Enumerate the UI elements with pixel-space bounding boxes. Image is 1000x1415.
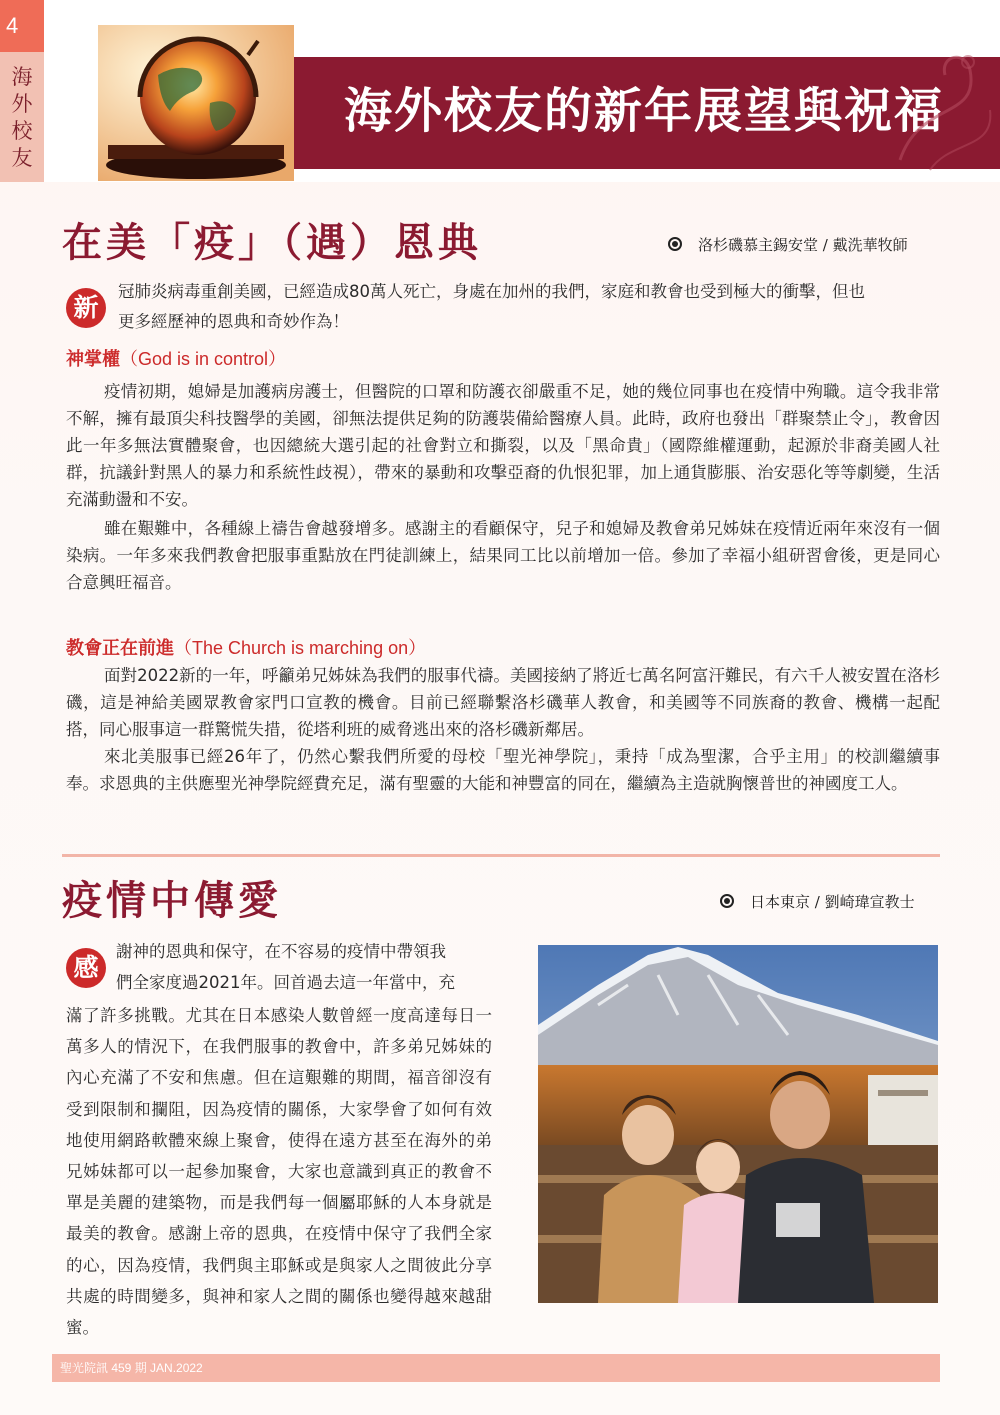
globe-illustration	[98, 25, 294, 181]
article1-paragraph-1: 疫情初期，媳婦是加護病房護士，但醫院的口罩和防護衣卻嚴重不足，她的幾位同事也在疫情中殉職。這令我非常不解，擁有最頂尖科技醫學的美國，卻無法提供足夠的防護裝備給醫療人員。此時，政府也發出「群聚禁止令」，教會因此一年多無法實體聚會，也因總統大選引起的社會對立和撕裂，以及「黑命貴」（國際維權運動，起源於非裔美國人社群，抗議針對黑人的暴力和系統性歧視），帶來的暴動和攻擊亞裔的仇恨犯罪，加上通貨膨脹、治安惡化等等劇變，生活充滿動盪和不安。	[66, 382, 940, 509]
article1-title: 在美「疫」（遇）恩典	[62, 220, 482, 266]
decorative-swirl-icon	[880, 40, 1000, 180]
section-divider	[62, 854, 940, 857]
article1-byline	[668, 234, 908, 255]
article1-paragraph-2: 雖在艱難中，各種線上禱告會越發增多。感謝主的看顧保守，兒子和媳婦及教會弟兄姊妹在疫情近兩年來沒有一個染病。一年多來我們教會把服事重點放在門徒訓練上，結果同工比以前增加一倍。參加了幸福小組研習會後，更是同心合意興旺福音。	[66, 519, 940, 592]
article1-author: 洛杉磯慕主錫安堂 / 戴洗華牧師	[698, 236, 908, 254]
page-header	[44, 0, 1000, 182]
article1-subheading-1	[66, 345, 286, 371]
article2-body: 滿了許多挑戰。尤其在日本感染人數曾經一度高達每日一萬多人的情況下，在我們服事的教會中，許多弟兄姊妹的內心充滿了不安和焦慮。但在這艱難的期間，福音卻沒有受到限制和攔阻，因為疫情的關係，大家學會了如何有效地使用網路軟體來線上聚會，使得在遠方甚至在海外的弟兄姊妹都可以一起參加聚會，大家也意識到真正的教會不單是美麗的建築物，而是我們每一個屬耶穌的人本身就是最美的教會。感謝上帝的恩典，在疫情中保守了我們全家的心，因為疫情，我們與主耶穌或是與家人之間彼此分享共處的時間變多，與神和家人之間的關係也變得越來越甜蜜。	[66, 1006, 492, 1338]
footer-publication: 聖光院訊 459 期 JAN.2022	[60, 1361, 203, 1375]
page-number: 4	[0, 0, 44, 52]
page-footer	[52, 1354, 940, 1382]
page-title: 海外校友的新年展望與祝福	[344, 83, 945, 139]
bullet-icon	[720, 894, 734, 908]
article2-author: 日本東京 / 劉崎瑋宣教士	[750, 893, 915, 911]
article1-body-block-1	[66, 378, 940, 596]
article2-line1: 謝神的恩典和保守，在不容易的疫情中帶領我	[116, 942, 446, 961]
article1-intro-line2: 更多經歷神的恩典和奇妙作為！	[118, 312, 349, 331]
bullet-icon	[668, 237, 682, 251]
article1-body-block-2	[66, 662, 940, 797]
article2-dropcap: 感	[66, 948, 106, 988]
section-tab-label: 海外校友	[11, 65, 33, 170]
subheading-1-zh: 神掌權	[66, 349, 120, 370]
article1-subheading-2	[66, 634, 426, 660]
article1-paragraph-3: 面對2022新的一年，呼籲弟兄姊妹為我們的服事代禱。美國接納了將近七萬名阿富汗難民，有六千人被安置在洛杉磯，這是神給美國眾教會家門口宣教的機會。目前已經聯繫洛杉磯華人教會，和美國等不同族裔的教會、機構一起配搭，同心服事這一群驚慌失措，從塔利班的威脅逃出來的洛杉磯新鄰居。	[66, 666, 940, 739]
article2-title: 疫情中傳愛	[62, 878, 282, 924]
article1-intro-line1: 冠肺炎病毒重創美國，已經造成80萬人死亡，身處在加州的我們，家庭和教會也受到極大的衝擊，但也	[118, 282, 865, 301]
article1-dropcap: 新	[66, 288, 106, 328]
article2-line2: 們全家度過2021年。回首過去這一年當中，充	[116, 973, 455, 992]
family-photo	[538, 945, 938, 1303]
article1-paragraph-4: 來北美服事已經26年了，仍然心繫我們所愛的母校「聖光神學院」，秉持「成為聖潔，合乎主用」的校訓繼續事奉。求恩典的主供應聖光神學院經費充足，滿有聖靈的大能和神豐富的同在，繼續為主造就胸懷普世的神國度工人。	[66, 747, 940, 793]
article2-byline	[720, 891, 915, 912]
subheading-2-zh: 教會正在前進	[66, 638, 174, 659]
subheading-2-en: （The Church is marching on）	[174, 638, 427, 658]
subheading-1-en: （God is in control）	[120, 349, 287, 369]
